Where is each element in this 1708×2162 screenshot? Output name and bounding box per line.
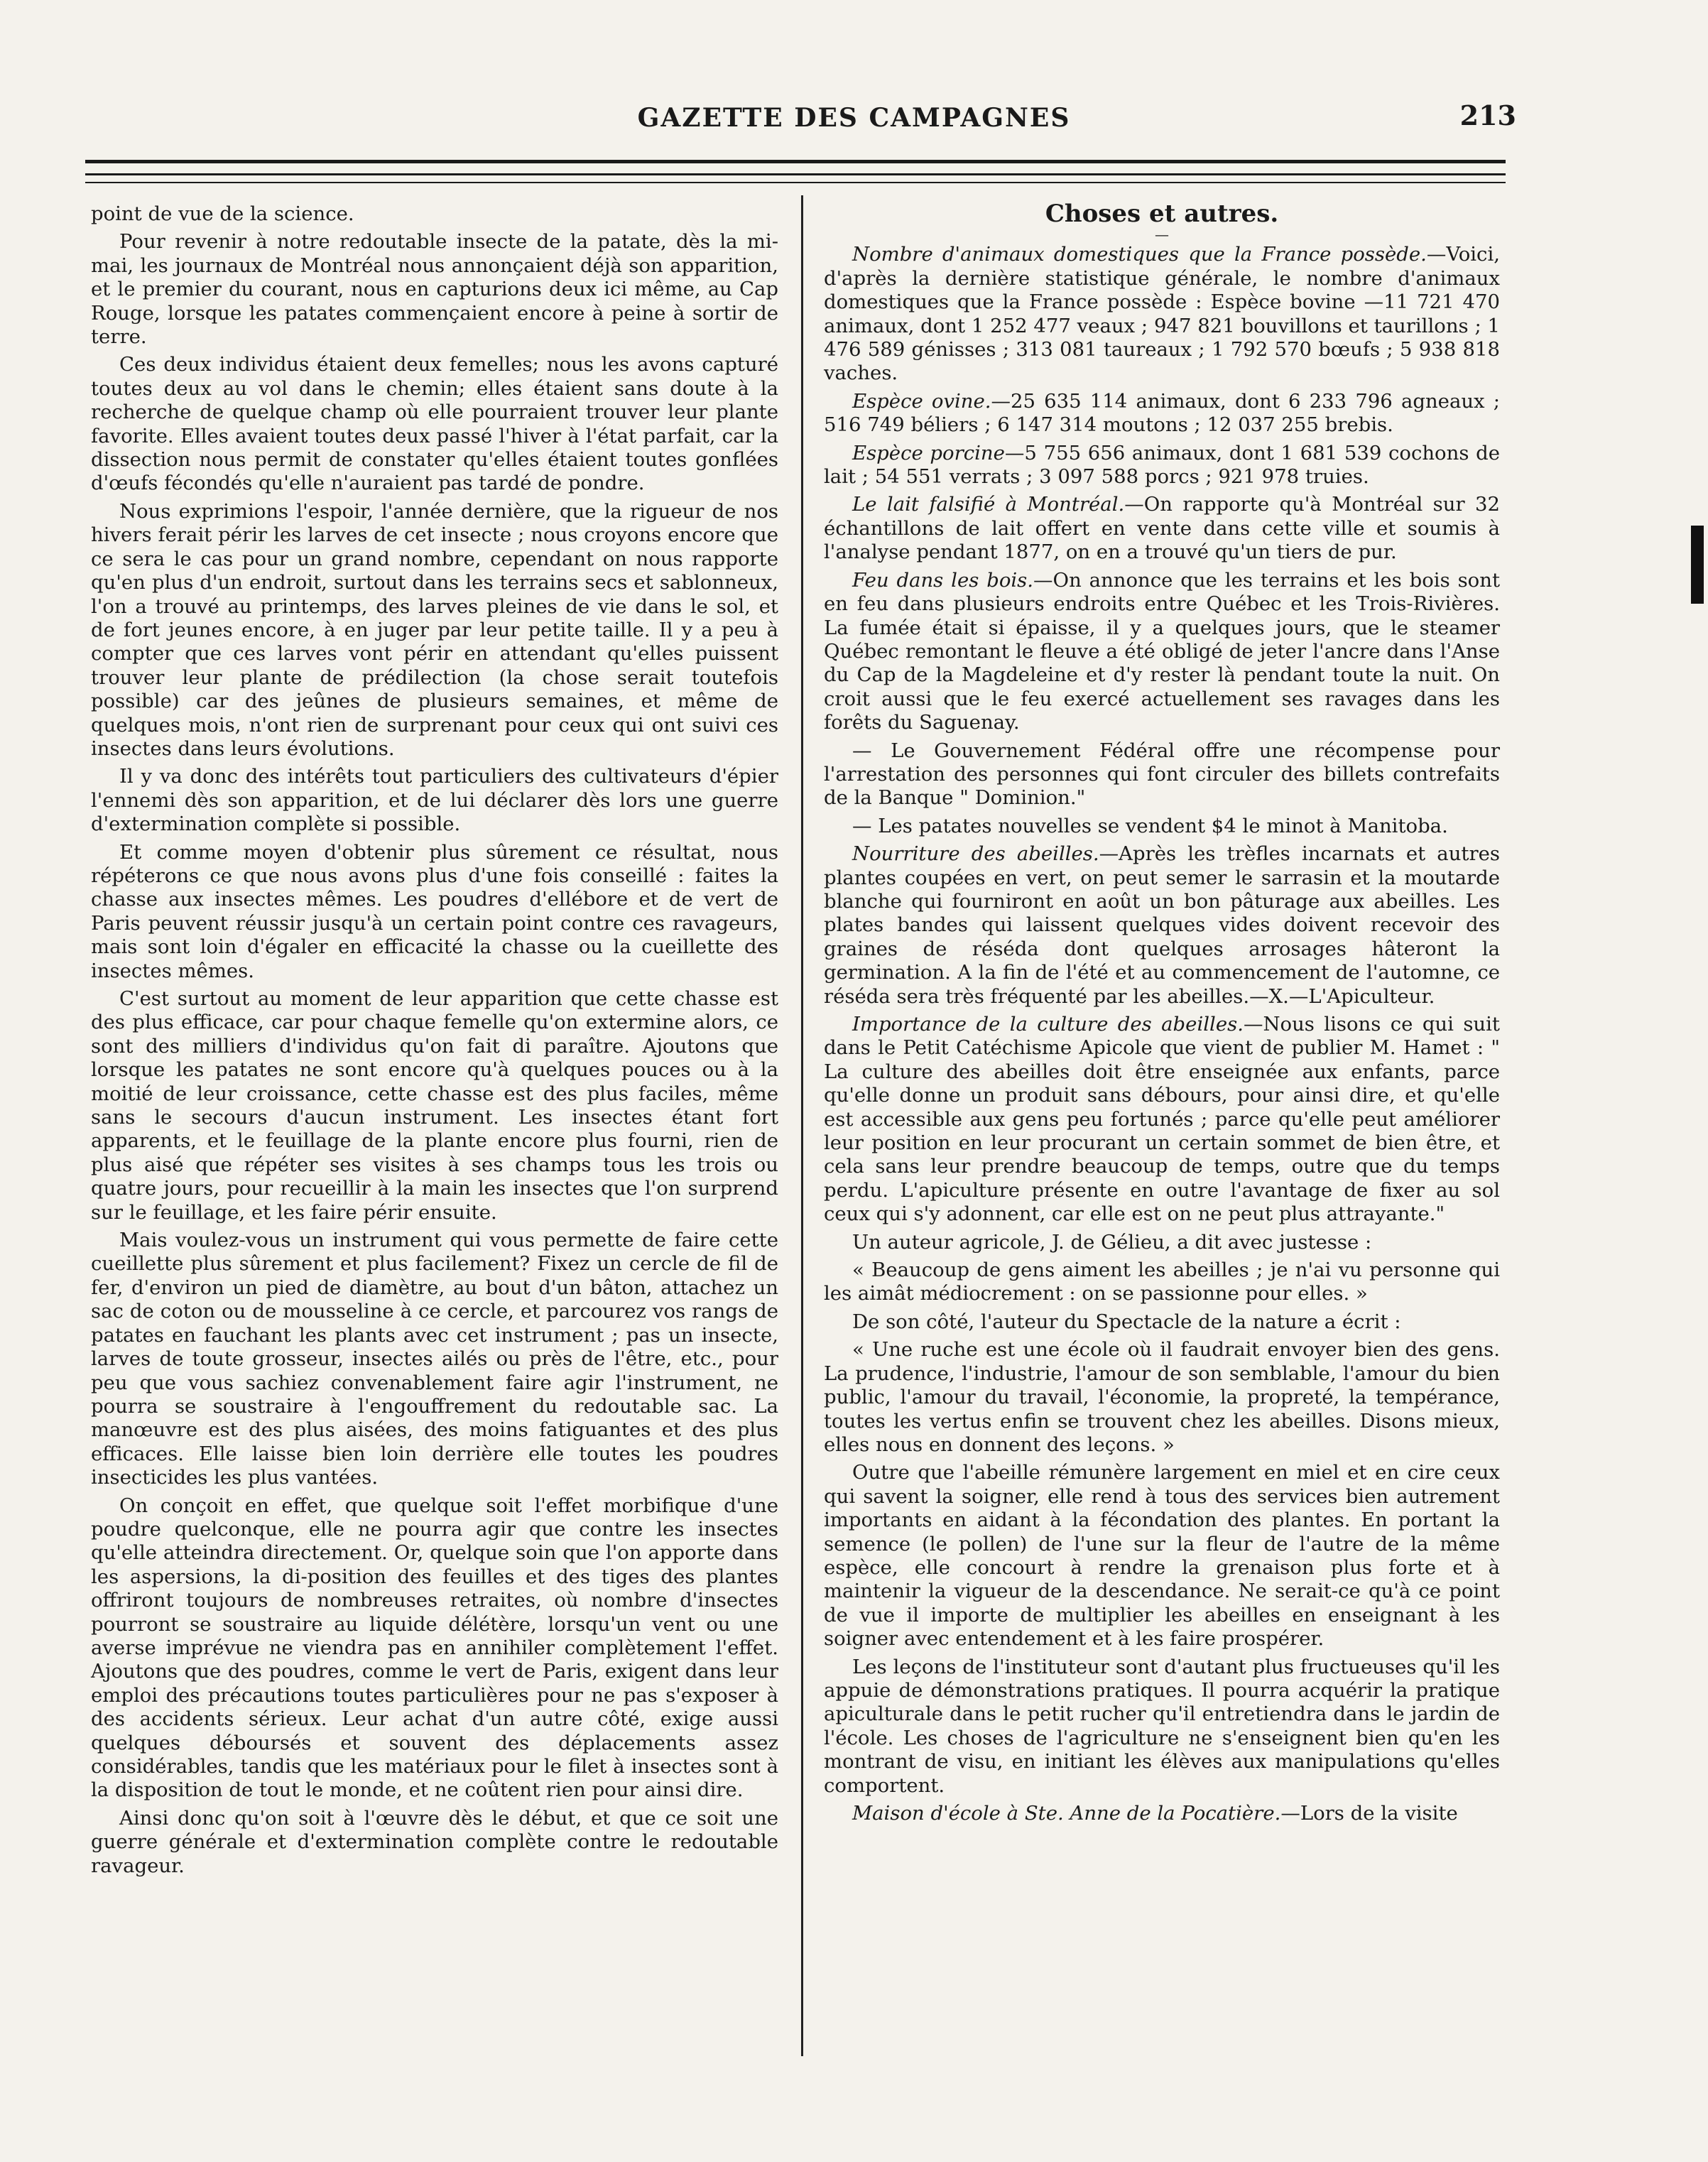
news-item-text: « Beaucoup de gens aiment les abeilles ; je n'ai vu personne qui les aimât médiocrement : on se passionne pour elles. » bbox=[824, 1259, 1500, 1305]
news-item-text: De son côté, l'auteur du Spectacle de la nature a écrit : bbox=[852, 1310, 1401, 1333]
page-number: 213 bbox=[1459, 99, 1516, 131]
news-item bbox=[824, 739, 1500, 810]
news-item bbox=[824, 493, 1500, 564]
news-item bbox=[824, 842, 1500, 1009]
header-rule-thin bbox=[85, 182, 1506, 183]
article-paragraph: Nous exprimions l'espoir, l'année dernière, que la rigueur de nos hivers ferait périr les larves de cet insecte ; nous croyons encore que ce sera le cas pour un grand nombre, cependant on nous rapporte qu'en plus d'un endroit, surtout dans les terrains secs et sablonneux, l'on a trouvé au printemps, des larves pleines de vie dans le sol, et de fort jeunes encore, à en juger par leur petite taille. Il y a peu à compter que ces larves vont périr en attendant qu'elles puissent trouver leur plante de prédilection (la chose serait toutefois possible) car des jeûnes de plusieurs semaines, et même de quelques mois, n'ont rien de surprenant pour ceux qui ont suivi ces insectes dans leurs évolutions. bbox=[91, 499, 778, 760]
news-item bbox=[824, 1656, 1500, 1798]
news-item-text: « Une ruche est une école où il faudrait envoyer bien des gens. La prudence, l'industrie, l'amour de son semblable, l'amour du bien public, l'amour du travail, l'économie, la propreté, la tempérance, toutes les vertus enfin se trouvent chez les abeilles. Disons mieux, elles nous en donnent des leçons. » bbox=[824, 1338, 1500, 1456]
header-rule-thick bbox=[85, 160, 1506, 163]
news-item bbox=[824, 815, 1500, 838]
news-item bbox=[824, 442, 1500, 489]
news-item-text: —Nous lisons ce qui suit dans le Petit Catéchisme Apicole que vient de publier M. Hamet : " La culture des abeilles doit être enseignée aux enfants, parce qu'elle donne un produit sans débours, pour ainsi dire, et qu'elle est accessible aux gens peu fortunés ; parce qu'elle peut améliorer leur position en leur procurant un certain sommet de bien être, et cela sans leur prendre beaucoup de temps, outre que du temps perdu. L'apiculture présente en outre l'avantage de fixer au sol ceux qui s'y adonnent, car elle est on ne peut plus attrayante." bbox=[824, 1013, 1500, 1226]
news-item bbox=[824, 390, 1500, 438]
article-paragraph: Ces deux individus étaient deux femelles; nous les avons capturé toutes deux au vol dans le chemin; elles étaient sans doute à la recherche de quelque champ où elle pourraient trouver leur plante favorite. Elles avaient toutes deux passé l'hiver à l'état parfait, car la dissection nous permit de constater qu'elles étaient toutes gonflées d'œufs fécondés qu'elle n'auraient pas tardé de pondre. bbox=[91, 353, 778, 495]
right-column bbox=[824, 202, 1500, 1830]
news-item bbox=[824, 1231, 1500, 1254]
header-rule-middle bbox=[85, 173, 1506, 175]
article-paragraph: C'est surtout au moment de leur apparition que cette chasse est des plus efficace, car pour chaque femelle qu'on extermine alors, ce sont des milliers d'individus qu'on fait di paraître. Ajoutons que lorsque les patates ne sont encore qu'à quelques pouces ou à la moitié de leur croissance, cette chasse est des plus faciles, même sans le secours d'aucun instrument. Les insectes étant fort apparents, et le feuillage de la plante encore plus fourni, rien de plus aisé que répéter ses visites à ses champs tous les trois ou quatre jours, pour recueillir à la main les insectes que l'on surprend sur le feuillage, et les faire périr ensuite. bbox=[91, 987, 778, 1224]
news-item bbox=[824, 1802, 1500, 1825]
news-item-text: — Les patates nouvelles se vendent $4 le minot à Manitoba. bbox=[852, 814, 1448, 837]
news-item-text: —Voici, d'après la dernière statistique générale, le nombre d'animaux domestiques que la France possède : Espèce bovine —11 721 470 animaux, dont 1 252 477 veaux ; 947 821 bouvillons et taurillons ; 1 476 589 génisses ; 313 081 taureaux ; 1 792 570 bœufs ; 5 938 818 vaches. bbox=[824, 243, 1500, 385]
news-item-heading: Importance de la culture des abeilles. bbox=[852, 1013, 1244, 1036]
article-paragraph: On conçoit en effet, que quelque soit l'effet morbifique d'une poudre quelconque, elle ne pourra agir que contre les insectes qu'elle atteindra directement. Or, quelque soin que l'on apporte dans les aspersions, la di-position des feuilles et des tiges des plantes offriront toujours de nombreuses retraites, où nombre d'insectes pourront se soustraire au liquide délétère, lorsqu'un vent ou une averse imprévue ne viendra pas en annihiler complètement l'effet. Ajoutons que des poudres, comme le vert de Paris, exigent dans leur emploi des précautions toutes particulières pour ne pas s'exposer à des accidents sérieux. Leur achat d'un autre côté, exige aussi quelques déboursés et souvent des déplacements assez considérables, tandis que les matériaux pour le filet à insectes sont à la disposition de tout le monde, et ne coûtent rien pour ainsi dire. bbox=[91, 1494, 778, 1802]
news-item bbox=[824, 1461, 1500, 1651]
news-item bbox=[824, 1259, 1500, 1306]
news-item-heading: Feu dans les bois. bbox=[852, 568, 1034, 592]
article-paragraph: Ainsi donc qu'on soit à l'œuvre dès le début, et que ce soit une guerre générale et d'extermination complète contre le redoutable ravageur. bbox=[91, 1806, 778, 1877]
news-item-heading: Nombre d'animaux domestiques que la France possède. bbox=[852, 243, 1427, 266]
news-item-text: —On rapporte qu'à Montréal sur 32 échantillons de lait offert en vente dans cette ville et soumis à l'analyse pendant 1877, on en a trouvé qu'un tiers de pur. bbox=[824, 493, 1501, 564]
news-item-text: Outre que l'abeille rémunère largement en miel et en cire ceux qui savent la soigner, elle rend à tous des services bien autrement importants en aidant à la fécondation des plantes. En portant la semence (le pollen) de l'une sur la fleur de l'autre de la même espèce, elle concourt à rendre la grenaison plus forte et à maintenir la vigueur de la descendance. Ne serait-ce qu'à ce point de vue il importe de multiplier les abeilles en enseignant à les soigner avec entendement et à les faire prospérer. bbox=[824, 1461, 1500, 1651]
news-item-text: —Après les trèfles incarnats et autres plantes coupées en vert, on peut semer le sarrasin et la moutarde blanche qui fourniront en août un bon pâturage aux abeilles. Les plates bandes qui laissent quelques vides doivent recevoir des graines de réséda dont quelques arrosages hâteront la germination. A la fin de l'été et au commencement de l'automne, ce réséda sera très fréquenté par les abeilles.—X.—L'Apiculteur. bbox=[824, 842, 1500, 1008]
section-title-dash: — bbox=[1155, 226, 1169, 244]
news-item-heading: Espèce ovine. bbox=[852, 389, 991, 413]
article-paragraph: Mais voulez-vous un instrument qui vous permette de faire cette cueillette plus sûrement et plus facilement? Fixez un cercle de fil de fer, d'environ un pied de diamètre, au bout d'un bâton, attachez un sac de coton ou de mousseline à ce cercle, et parcourez vos rangs de patates en fauchant les plants avec cet instrument ; pas un insecte, larves de toute grosseur, insectes ailés ou près de l'être, etc., pour peu que vous sachiez convenablement faire agir l'instrument, ne pourra se soustraire à l'engouffrement du redoutable sac. La manœuvre est des plus aisées, des moins fatiguantes et des plus efficaces. Elle laisse bien loin derrière elle toutes les poudres insecticides les plus vantées. bbox=[91, 1229, 778, 1489]
news-item-text: Un auteur agricole, J. de Gélieu, a dit avec justesse : bbox=[852, 1230, 1372, 1254]
news-item-text: —Lors de la visite bbox=[1280, 1802, 1458, 1825]
page-header-title: GAZETTE DES CAMPAGNES bbox=[637, 103, 1071, 133]
news-item-text: — Le Gouvernement Fédéral offre une récompense pour l'arrestation des personnes qui font circuler des billets contrefaits de la Banque " Dominion." bbox=[824, 739, 1500, 810]
article-paragraph: Et comme moyen d'obtenir plus sûrement ce résultat, nous répéterons ce que nous avons plus d'une fois conseillé : faites la chasse aux insectes mêmes. Les poudres d'ellébore et de vert de Paris peuvent réussir jusqu'à un certain point contre ces ravageurs, mais sont loin d'égaler en efficacité la chasse ou la cueillette des insectes mêmes. bbox=[91, 840, 778, 982]
news-items bbox=[824, 243, 1500, 1825]
news-item-heading: Le lait falsifié à Montréal. bbox=[852, 493, 1125, 516]
news-item bbox=[824, 1338, 1500, 1457]
news-item bbox=[824, 1310, 1500, 1334]
news-item-heading: Maison d'école à Ste. Anne de la Pocatière. bbox=[852, 1802, 1281, 1825]
news-item-text: —25 635 114 animaux, dont 6 233 796 agneaux ; 516 749 béliers ; 6 147 314 moutons ; 12 037 255 brebis. bbox=[824, 389, 1500, 437]
news-item bbox=[824, 569, 1500, 735]
left-column bbox=[91, 202, 778, 1882]
section-title: Choses et autres. bbox=[1045, 200, 1279, 228]
news-item-heading: Nourriture des abeilles. bbox=[852, 842, 1099, 866]
news-item bbox=[824, 243, 1500, 385]
news-item-text: —5 755 656 animaux, dont 1 681 539 cochons de lait ; 54 551 verrats ; 3 097 588 porcs ; 921 978 truies. bbox=[824, 441, 1500, 489]
news-item-text: Les leçons de l'instituteur sont d'autant plus fructueuses qu'il les appuie de démonstrations pratiques. Il pourra acquérir la pratique apiculturale dans le petit rucher qu'il entretiendra dans le jardin de l'école. Les choses de l'agriculture ne s'enseignent bien qu'en les montrant de visu, en initiant les élèves aux manipulations qu'elles comportent. bbox=[824, 1655, 1500, 1797]
binding-edge-mark bbox=[1691, 526, 1704, 604]
news-item-heading: Espèce porcine bbox=[852, 441, 1005, 465]
news-item bbox=[824, 1013, 1500, 1227]
article-paragraph: point de vue de la science. bbox=[91, 202, 354, 225]
article-paragraph: Il y va donc des intérêts tout particuliers des cultivateurs d'épier l'ennemi dès son apparition, et de lui déclarer dès lors une guerre d'extermination complète si possible. bbox=[91, 765, 778, 836]
news-item-text: —On annonce que les terrains et les bois sont en feu dans plusieurs endroits entre Québec et les Trois-Rivières. La fumée était si épaisse, il y a quelques jours, que le steamer Québec remontant le fleuve a été obligé de jeter l'ancre dans l'Anse du Cap de la Magdeleine et d'y rester là pendant toute la nuit. On croit aussi que le feu exercé actuellement ses ravages dans les forêts du Saguenay. bbox=[824, 568, 1501, 734]
column-divider bbox=[801, 195, 803, 2056]
article-paragraph: Pour revenir à notre redoutable insecte de la patate, dès la mi-mai, les journaux de Montréal nous annonçaient déjà son apparition, et le premier du courant, nous en capturions deux ici même, au Cap Rouge, lorsque les patates commençaient encore à peine à sortir de terre. bbox=[91, 230, 778, 349]
